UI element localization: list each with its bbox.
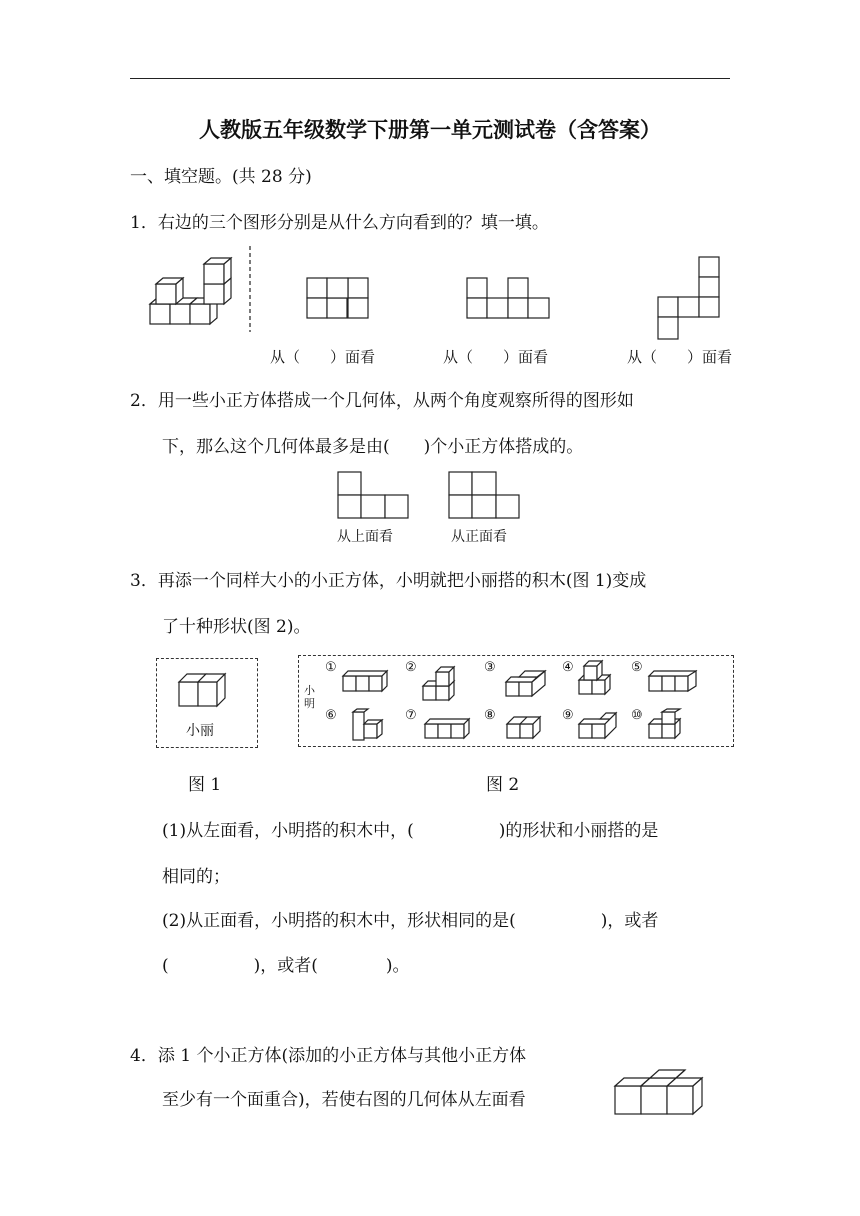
- q3-sub1-line2: 相同的；: [162, 867, 230, 887]
- shape-1: [342, 668, 390, 694]
- shape-number-2: ②: [405, 660, 417, 675]
- q2-front-view: [448, 471, 522, 519]
- q1-view-a: [306, 277, 370, 321]
- q4-line1: 4．添 1 个小正方体(添加的小正方体与其他小正方体: [130, 1046, 527, 1066]
- shape-number-8: ⑧: [484, 708, 496, 723]
- q1-solid-figure: [148, 262, 238, 328]
- shape-number-9: ⑨: [562, 708, 574, 723]
- top-rule: [130, 78, 730, 79]
- q1-text: 1．右边的三个图形分别是从什么方向看到的？填一填。: [130, 213, 549, 233]
- q2-front-label: 从正面看: [451, 529, 507, 545]
- page-title: 人教版五年级数学下册第一单元测试卷（含答案）: [199, 117, 661, 142]
- xiaoli-label: 小丽: [186, 723, 214, 739]
- shape-number-3: ③: [484, 660, 496, 675]
- fig2-caption: 图 2: [486, 775, 520, 795]
- q1-divider: [248, 246, 252, 332]
- q4-solid-figure: [614, 1068, 706, 1118]
- shape-4: [578, 660, 616, 696]
- shape-number-10: ⑩: [631, 708, 643, 723]
- shape-number-1: ①: [325, 660, 337, 675]
- q3-line2: 了十种形状(图 2)。: [162, 617, 311, 637]
- fig1-blocks: [178, 668, 236, 710]
- q2-line1: 2．用一些小正方体搭成一个几何体，从两个角度观察所得的图形如: [130, 391, 634, 411]
- shape-number-7: ⑦: [405, 708, 417, 723]
- shape-8: [506, 714, 546, 740]
- shape-2: [422, 664, 460, 704]
- q2-top-label: 从上面看: [337, 529, 393, 545]
- xiaoming-label: 小明: [304, 684, 315, 710]
- q2-top-view: [337, 471, 411, 519]
- shape-6: [352, 708, 386, 742]
- q3-sub1-line1: (1)从左面看，小明搭的积木中，( )的形状和小丽搭的是: [162, 821, 659, 841]
- shape-number-6: ⑥: [325, 708, 337, 723]
- q1-view-c: [657, 256, 721, 342]
- shape-number-4: ④: [562, 660, 574, 675]
- q1-label-c: 从（ ）面看: [627, 348, 733, 366]
- shape-5: [648, 668, 700, 694]
- q1-view-b: [466, 277, 552, 321]
- shape-9: [578, 710, 618, 740]
- q3-sub2-line2: ( )，或者( )。: [162, 956, 410, 976]
- q2-line2: 下，那么这个几何体最多是由( )个小正方体搭成的。: [162, 437, 584, 457]
- shape-7: [424, 716, 474, 740]
- q4-line2: 至少有一个面重合)，若使右图的几何体从左面看: [162, 1090, 526, 1110]
- shape-number-5: ⑤: [631, 660, 643, 675]
- q3-sub2-line1: (2)从正面看，小明搭的积木中，形状相同的是( )，或者: [162, 911, 659, 931]
- q1-label-a: 从（ ）面看: [270, 348, 376, 366]
- q3-line1: 3．再添一个同样大小的小正方体，小明就把小丽搭的积木(图 1)变成: [130, 571, 647, 591]
- q1-label-b: 从（ ）面看: [443, 348, 549, 366]
- shape-3: [505, 668, 547, 700]
- section-heading: 一、填空题。(共 28 分): [130, 167, 312, 187]
- shape-10: [648, 708, 688, 740]
- fig1-caption: 图 1: [188, 775, 222, 795]
